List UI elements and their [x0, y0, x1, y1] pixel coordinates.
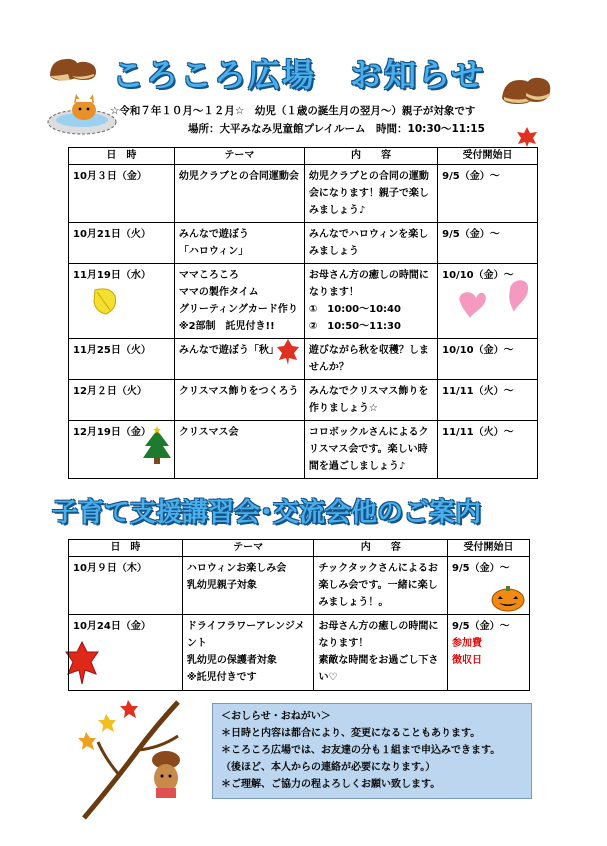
- row-date: 10月９日（木）: [69, 557, 183, 615]
- fee-label: 参加費: [452, 638, 483, 649]
- content-line: ① 10:00～10:40: [308, 304, 401, 315]
- row-start: 9/5（金）～: [438, 165, 538, 223]
- row-theme: [174, 223, 304, 264]
- target-period: ☆令和７年１０月～１２月☆ 幼児（１歳の誕生月の翌月～）親子が対象です: [110, 105, 476, 117]
- row-start: [448, 615, 530, 691]
- notice-line: ＊ご理解、ご協力の程よろしくお願い致します。: [221, 779, 441, 790]
- header-content: 内 容: [304, 148, 437, 165]
- page-title: ころころ広場 お知らせ: [112, 56, 486, 94]
- header-date: 日 時: [69, 148, 175, 165]
- row-content: みんなでクリスマス飾りを作りましょう☆: [304, 380, 437, 421]
- theme-line: 「ハロウィン」: [178, 246, 249, 257]
- table-header-row: [69, 148, 538, 165]
- row-start: 10/10（金）～: [438, 339, 538, 380]
- content-line: ② 10:50～11:30: [308, 321, 401, 332]
- row-theme: [182, 557, 314, 615]
- row-content: [304, 264, 437, 339]
- section-title: 子育て支援講習会･交流会他のご案内: [52, 498, 482, 528]
- hot-spring-animal-icon: [44, 90, 120, 136]
- table-row: [69, 380, 538, 421]
- row-start: 9/5（金）～: [438, 223, 538, 264]
- row-date: 11月19日（水）: [69, 264, 175, 339]
- header-content: 内 容: [314, 540, 448, 557]
- theme-line: ママころころ: [178, 270, 239, 281]
- row-start: 9/5（金）～: [448, 557, 530, 615]
- start-date: 9/5（金）～: [452, 621, 510, 632]
- header-theme: テーマ: [174, 148, 304, 165]
- autumn-branch-acorn-icon: [76, 690, 196, 820]
- chestnut-right-icon: [500, 74, 552, 106]
- row-start: 11/11（火）～: [438, 380, 538, 421]
- notice-box: [212, 703, 532, 799]
- theme-line: ※託児付きです: [186, 672, 257, 683]
- row-date: 12月19日（金）: [69, 421, 175, 479]
- row-theme: 幼児クラブとの合同運動会: [174, 165, 304, 223]
- red-leaf-icon: [516, 126, 538, 148]
- theme-line: みんなで遊ぼう: [178, 229, 249, 240]
- row-date: 10月21日（火）: [69, 223, 175, 264]
- row-date: 12月２日（火）: [69, 380, 175, 421]
- row-theme: [174, 264, 304, 339]
- row-date: 11月25日（火）: [69, 339, 175, 380]
- notice-line: ＊日時と内容は都合により、変更になることもあります。: [221, 728, 481, 739]
- table-row: [69, 264, 538, 339]
- row-content: [314, 615, 448, 691]
- content-line: お母さん方の癒しの時間になります！: [308, 270, 429, 298]
- theme-line: ママの製作タイム: [178, 287, 259, 298]
- fee-day-label: 徴収日: [452, 655, 483, 666]
- notice-line: ＊ころころ広場では、お友達の分も１組まで申込みできます。: [221, 745, 501, 756]
- table-row: [69, 421, 538, 479]
- row-content: 幼児クラブとの合同の運動会になります！親子で楽しみましょう♪: [304, 165, 437, 223]
- theme-line: ドライフラワーアレンジメント: [186, 621, 305, 649]
- row-date: 10月24日（金）: [69, 615, 183, 691]
- table-row: [69, 557, 530, 615]
- header-date: 日 時: [69, 540, 183, 557]
- theme-line: 乳幼児親子対象: [186, 580, 257, 591]
- chestnut-left-icon: [48, 56, 98, 82]
- theme-line: ハロウィンお楽しみ会: [186, 563, 287, 574]
- header-start: 受付開始日: [448, 540, 530, 557]
- theme-line: ※2部制 託児付き!!: [178, 321, 275, 332]
- row-start: 11/11（火）～: [438, 421, 538, 479]
- table-header-row: [69, 540, 530, 557]
- row-start: 10/10（金）～: [438, 264, 538, 339]
- row-theme: クリスマス飾りをつくろう: [174, 380, 304, 421]
- table-row: [69, 615, 530, 691]
- row-content: コロボックルさんによるクリスマス会です。楽しい時間を過ごしましょう♪: [304, 421, 437, 479]
- table-row: [69, 223, 538, 264]
- row-content: チックタックさんによるお楽しみ会です。一緒に楽しみましょう！。: [314, 557, 448, 615]
- notice-line: （後ほど、本人からの連絡が必要になります。）: [221, 762, 436, 773]
- notice-heading: ＜おしらせ・おねがい＞: [221, 711, 331, 722]
- theme-line: グリーティングカード作り: [178, 304, 298, 315]
- row-theme: [182, 615, 314, 691]
- row-content: 遊びながら秋を収穫？しませんか？: [304, 339, 437, 380]
- events-table: [68, 539, 530, 691]
- location-time: 場所：大平みなみ児童館プレイルーム 時間：10:30～11:15: [188, 123, 485, 135]
- header-start: 受付開始日: [438, 148, 538, 165]
- theme-line: 乳幼児の保護者対象: [186, 655, 277, 666]
- header-theme: テーマ: [182, 540, 314, 557]
- schedule-table: [68, 147, 538, 479]
- table-row: [69, 165, 538, 223]
- row-theme: クリスマス会: [174, 421, 304, 479]
- table-row: [69, 339, 538, 380]
- row-date: 10月３日（金）: [69, 165, 175, 223]
- content-line: 素敵な時間をお過ごし下さい♡: [318, 655, 439, 683]
- content-line: お母さん方の癒しの時間になります！: [318, 621, 439, 649]
- row-content: みんなでハロウィンを楽しみましょう: [304, 223, 437, 264]
- row-theme: みんなで遊ぼう「秋」: [174, 339, 304, 380]
